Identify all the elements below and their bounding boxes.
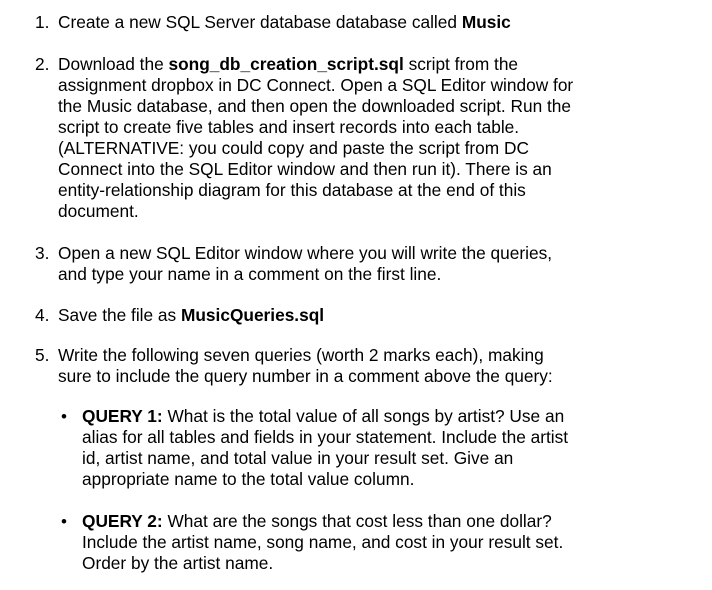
text-line: and type your name in a comment on the first line. xyxy=(58,264,442,284)
text-line: appropriate name to the total value column. xyxy=(82,469,415,489)
text-line: script to create five tables and insert records into each table. xyxy=(58,117,520,137)
text-line: Save the file as MusicQueries.sql xyxy=(58,305,325,325)
bullet-text xyxy=(82,511,706,574)
text-line: Create a new SQL Server database database called Music xyxy=(58,12,511,32)
text-line: alias for all tables and fields in your statement. Include the artist xyxy=(82,427,569,447)
list-number: 1. xyxy=(35,12,50,32)
list-number: 4. xyxy=(35,305,50,325)
list-text xyxy=(58,305,703,326)
bullet-text xyxy=(82,406,706,490)
bold-term: QUERY 2: xyxy=(82,511,163,531)
bold-term: QUERY 1: xyxy=(82,406,163,426)
text-line: Include the artist name, song name, and cost in your result set. xyxy=(82,532,564,552)
list-number: 3. xyxy=(35,243,50,263)
text-line: assignment dropbox in DC Connect. Open a SQL Editor window for xyxy=(58,75,574,95)
text-line: Order by the artist name. xyxy=(82,553,274,573)
text-line: Connect into the SQL Editor window and then run it). There is an xyxy=(58,159,552,179)
bold-term: song_db_creation_script.sql xyxy=(168,54,404,74)
text-line: Download the song_db_creation_script.sql script from the xyxy=(58,54,519,74)
text-line: document. xyxy=(58,201,139,221)
text-line: id, artist name, and total value in your result set. Give an xyxy=(82,448,514,468)
bold-term: Music xyxy=(461,12,511,32)
text-line: QUERY 2: What are the songs that cost less than one dollar? xyxy=(82,511,552,531)
text-line: Open a new SQL Editor window where you will write the queries, xyxy=(58,243,553,263)
list-text xyxy=(58,345,703,387)
bullet-icon: • xyxy=(61,512,67,531)
text-line: sure to include the query number in a comment above the query: xyxy=(58,366,553,386)
bold-term: MusicQueries.sql xyxy=(180,305,325,325)
bullet-icon: • xyxy=(61,407,67,426)
text-line: (ALTERNATIVE: you could copy and paste the script from DC xyxy=(58,138,529,158)
text-line: Write the following seven queries (worth 2 marks each), making xyxy=(58,345,544,365)
list-text xyxy=(58,54,703,222)
text-line: QUERY 1: What is the total value of all songs by artist? Use an xyxy=(82,406,565,426)
text-line: entity-relationship diagram for this database at the end of this xyxy=(58,180,526,200)
text-line: the Music database, and then open the downloaded script. Run the xyxy=(58,96,572,116)
list-text xyxy=(58,12,703,33)
list-number: 2. xyxy=(35,54,50,74)
list-number: 5. xyxy=(35,345,50,365)
list-text xyxy=(58,243,703,285)
